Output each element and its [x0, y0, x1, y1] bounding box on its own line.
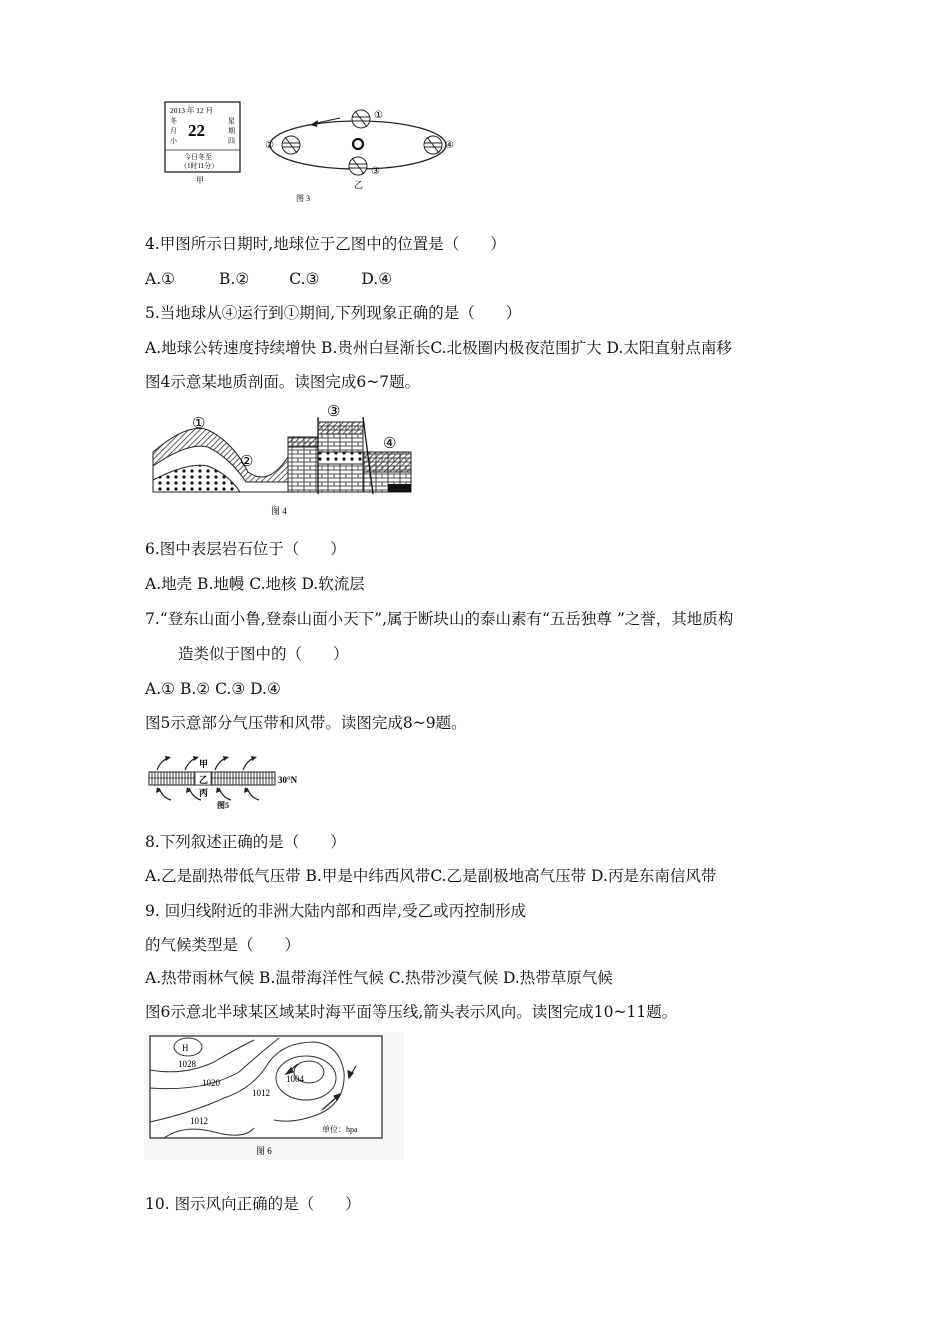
- question-6-options: A.地壳 B.地幔 C.地核 D.软流层: [145, 575, 365, 593]
- calendar-left-3: 小: [170, 137, 177, 145]
- figure-5-intro: 图5示意部分气压带和风带。读图完成8~9题。: [145, 714, 467, 732]
- fig4-label-2: ②: [240, 454, 254, 470]
- calendar-left-1: 冬: [170, 117, 177, 125]
- figure-4-intro: 图4示意某地质剖面。读图完成6~7题。: [145, 373, 421, 391]
- fig4-label-1: ①: [192, 416, 206, 432]
- question-7-stem-line1: 7.“登东山面小鲁,登泰山面小天下”,属于断块山的泰山素有“五岳独尊 ”之誉，其地质构: [145, 610, 734, 628]
- figure-5: [145, 752, 325, 810]
- fig6-isobar-1012-a: 1012: [252, 1088, 270, 1098]
- fig4-label-3: ③: [327, 404, 341, 420]
- fig5-label-yi: 乙: [199, 775, 209, 785]
- question-5-stem: 5.当地球从④运行到①期间,下列现象正确的是（ ）: [145, 304, 522, 322]
- q4-option-c: C.③: [289, 270, 320, 288]
- calendar-right-3: 四: [228, 137, 235, 145]
- orbit-label-2: ②: [265, 140, 274, 151]
- fig6-unit: 单位：hpa: [322, 1125, 358, 1134]
- fig6-isobar-1020: 1020: [202, 1078, 220, 1088]
- figure-4-svg: [148, 402, 418, 520]
- orbit-label-4: ④: [445, 140, 454, 151]
- question-8-stem: 8.下列叙述正确的是（ ）: [145, 833, 346, 851]
- calendar-label: 甲: [196, 176, 204, 185]
- q4-option-a: A.①: [145, 270, 176, 288]
- calendar-right-2: 期: [228, 127, 235, 135]
- question-7-options: A.① B.② C.③ D.④: [145, 680, 281, 698]
- figure-6-intro: 图6示意北半球某区域某时海平面等压线,箭头表示风向。读图完成10~11题。: [145, 1003, 678, 1021]
- orbit-label-1: ①: [374, 110, 383, 121]
- question-9-stem-line1: 9. 回归线附近的非洲大陆内部和西岸,受乙或丙控制形成: [145, 902, 527, 920]
- fig5-label-bing: 丙: [199, 788, 209, 798]
- calendar-note-1: 今日冬至: [184, 153, 212, 161]
- question-6-stem: 6.图中表层岩石位于（ ）: [145, 540, 346, 558]
- figure-6-svg: [144, 1032, 404, 1160]
- figure-5-caption: 图5: [217, 801, 229, 810]
- fig5-label-jia: 甲: [199, 759, 209, 769]
- figure-6: [144, 1032, 404, 1160]
- question-9-options: A.热带雨林气候 B.温带海洋性气候 C.热带沙漠气候 D.热带草原气候: [145, 969, 613, 987]
- orbit-label-3: ③: [371, 166, 380, 177]
- figure-4: [148, 402, 418, 520]
- fig6-isobar-1028: 1028: [178, 1059, 196, 1069]
- question-10-stem: 10. 图示风向正确的是（ ）: [145, 1195, 361, 1213]
- question-4-stem: 4.甲图所示日期时,地球位于乙图中的位置是（ ）: [145, 235, 506, 253]
- question-9-stem-line2: 的气候类型是（ ）: [145, 936, 301, 954]
- figure-3-svg: [160, 100, 480, 205]
- q4-option-b: B.②: [219, 270, 250, 288]
- figure-4-caption: 图 4: [271, 506, 287, 516]
- figure-3: [160, 100, 480, 205]
- fig6-isobar-1004: 1004: [286, 1074, 304, 1084]
- q4-option-d: D.④: [361, 270, 393, 288]
- question-4-options: [145, 269, 392, 289]
- question-8-options: A.乙是副热带低气压带 B.甲是中纬西风带C.乙是副极地高气压带 D.丙是东南信风带: [145, 867, 717, 885]
- fig5-lat-label: 30°N: [278, 775, 298, 785]
- calendar-right-1: 星: [228, 117, 235, 125]
- calendar-year-month: 2013 年 12 月: [170, 106, 214, 115]
- figure-3-caption: 图 3: [296, 194, 310, 203]
- fig4-label-4: ④: [383, 436, 397, 452]
- figure-5-svg: [145, 752, 325, 810]
- figure-6-caption: 图 6: [256, 1146, 272, 1156]
- orbit-label-yi: 乙: [354, 180, 364, 190]
- question-5-options: A.地球公转速度持续增快 B.贵州白昼渐长C.北极圈内极夜范围扩大 D.太阳直射点南移: [145, 339, 732, 357]
- question-7-stem-line2: 造类似于图中的（ ）: [178, 645, 349, 663]
- fig6-isobar-1012-b: 1012: [190, 1116, 208, 1126]
- calendar-note-2: （1时11分）: [180, 162, 219, 170]
- calendar-left-2: 月: [170, 127, 177, 135]
- calendar-day: 22: [188, 121, 205, 140]
- fig6-high-label: H: [182, 1043, 189, 1053]
